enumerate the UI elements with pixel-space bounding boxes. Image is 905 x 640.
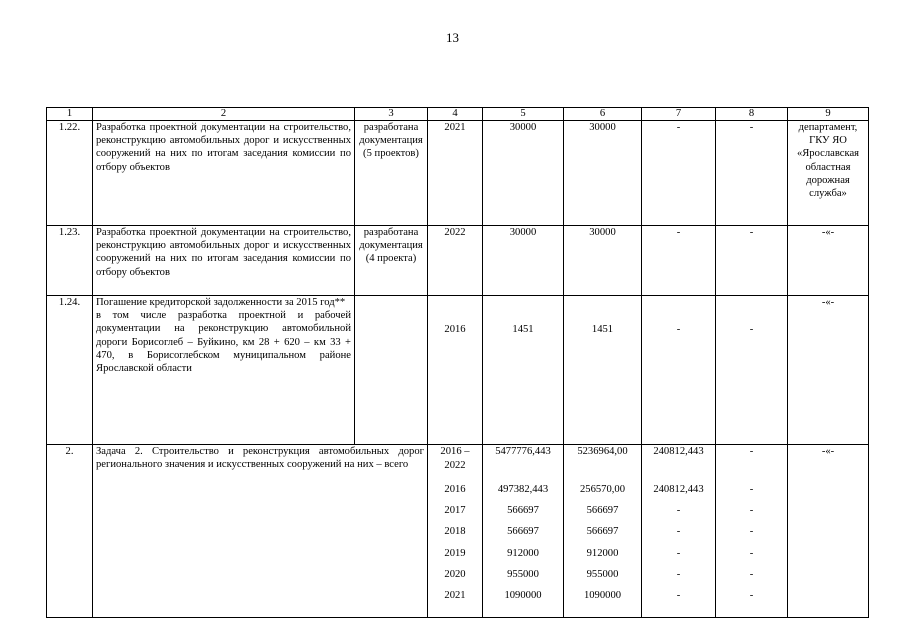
other-sources-cell: - bbox=[749, 505, 754, 517]
activity-name: Разработка проектной документации на строительство, реконструкцию автомобильных дорог и искусственных сооружений на них по итогам заседания комиссии по отбору объектов bbox=[93, 226, 355, 296]
activity-name-detail: в том числе разработка проектной и рабочей документации на реконструкцию автомобильной дороги Борисоглеб – Буйкино, км 28 + 620 – км 33 + 470, в Борисоглебском муниципальном районе Ярославской области bbox=[96, 310, 351, 375]
regional-budget-cell: 1090000 bbox=[583, 589, 622, 601]
other-sources-cell: - bbox=[749, 446, 754, 457]
program-activities-table bbox=[46, 107, 869, 618]
column-number-row bbox=[47, 108, 869, 121]
total-cell: 912000 bbox=[507, 547, 539, 559]
executor-cell: департамент, ГКУ ЯО «Ярославская областная дорожная служба» bbox=[788, 121, 869, 226]
federal-budget-cell: 240812,443 bbox=[653, 446, 704, 457]
regional-budget-cell: 955000 bbox=[586, 568, 619, 580]
column-number: 2 bbox=[93, 108, 355, 121]
regional-budget-cell: 256570,00 bbox=[579, 484, 626, 495]
year-cell: 2016 – 2022 bbox=[440, 446, 470, 471]
table-row bbox=[47, 121, 869, 226]
year-list bbox=[428, 445, 483, 618]
regional-budget-cell: 912000 bbox=[586, 547, 619, 559]
federal-budget-list bbox=[642, 445, 716, 618]
total-cell: 5477776,443 bbox=[495, 446, 551, 457]
row-number: 2. bbox=[47, 445, 93, 618]
year-cell: 2019 bbox=[444, 547, 466, 559]
other-sources-cell: - bbox=[716, 226, 788, 296]
column-number: 6 bbox=[564, 108, 642, 121]
federal-budget-cell: - bbox=[676, 568, 681, 580]
regional-budget-cell: 30000 bbox=[564, 226, 642, 296]
federal-budget-cell: - bbox=[642, 226, 716, 296]
executor-cell: -«- bbox=[788, 445, 869, 618]
total-cell: 1451 bbox=[483, 296, 564, 445]
column-number: 4 bbox=[428, 108, 483, 121]
activity-name: Разработка проектной документации на строительство, реконструкцию автомобильных дорог и искусственных сооружений на них по итогам заседания комиссии по отбору объектов bbox=[93, 121, 355, 226]
row-number: 1.24. bbox=[47, 296, 93, 445]
federal-budget-cell: - bbox=[642, 296, 716, 445]
other-sources-cell: - bbox=[749, 568, 754, 580]
table-row bbox=[47, 445, 869, 618]
year-cell: 2020 bbox=[444, 568, 466, 580]
regional-budget-cell: 566697 bbox=[586, 526, 619, 538]
total-cell: 566697 bbox=[507, 526, 539, 538]
executor-cell: -«- bbox=[788, 226, 869, 296]
page-number: 13 bbox=[446, 30, 459, 45]
row-number: 1.23. bbox=[47, 226, 93, 296]
total-cell: 566697 bbox=[507, 505, 539, 517]
column-number: 1 bbox=[47, 108, 93, 121]
year-cell: 2021 bbox=[428, 121, 483, 226]
other-sources-cell: - bbox=[749, 547, 754, 559]
column-number: 3 bbox=[355, 108, 428, 121]
federal-budget-cell: - bbox=[676, 526, 681, 538]
federal-budget-cell: - bbox=[676, 547, 681, 559]
regional-budget-cell: 1451 bbox=[564, 296, 642, 445]
year-cell: 2022 bbox=[428, 226, 483, 296]
year-cell: 2018 bbox=[444, 526, 466, 538]
federal-budget-cell: - bbox=[676, 505, 681, 517]
other-sources-cell: - bbox=[749, 484, 754, 495]
row-number: 1.22. bbox=[47, 121, 93, 226]
column-number: 9 bbox=[788, 108, 869, 121]
other-sources-cell: - bbox=[749, 589, 754, 601]
result-indicator: разработана документация (5 проектов) bbox=[355, 121, 428, 226]
column-number: 7 bbox=[642, 108, 716, 121]
total-cell: 30000 bbox=[483, 226, 564, 296]
federal-budget-cell: - bbox=[676, 589, 681, 601]
table-row bbox=[47, 296, 869, 445]
activity-name-main: Погашение кредиторской задолженности за 2015 год** bbox=[96, 297, 346, 308]
total-cell: 497382,443 bbox=[497, 484, 549, 495]
other-sources-cell: - bbox=[716, 296, 788, 445]
year-cell: 2016 bbox=[428, 296, 483, 445]
executor-cell: -«- bbox=[788, 296, 869, 445]
year-cell: 2021 bbox=[444, 589, 466, 601]
column-number: 8 bbox=[716, 108, 788, 121]
regional-budget-cell: 566697 bbox=[586, 505, 619, 517]
other-sources-cell: - bbox=[716, 121, 788, 226]
regional-budget-list bbox=[564, 445, 642, 618]
federal-budget-cell: 240812,443 bbox=[653, 484, 704, 495]
column-number: 5 bbox=[483, 108, 564, 121]
regional-budget-cell: 30000 bbox=[564, 121, 642, 226]
total-cell: 955000 bbox=[507, 568, 539, 580]
federal-budget-cell: - bbox=[642, 121, 716, 226]
task-name: Задача 2. Строительство и реконструкция автомобильных дорог регионального значения и искусственных сооружений на них – всего bbox=[93, 445, 428, 618]
other-sources-list bbox=[716, 445, 788, 618]
other-sources-cell: - bbox=[749, 526, 754, 538]
year-cell: 2017 bbox=[444, 505, 466, 517]
total-cell: 1090000 bbox=[504, 589, 542, 601]
total-list bbox=[483, 445, 564, 618]
year-cell: 2016 bbox=[444, 484, 466, 495]
table-row bbox=[47, 226, 869, 296]
result-indicator: разработана документация (4 проекта) bbox=[355, 226, 428, 296]
total-cell: 30000 bbox=[483, 121, 564, 226]
result-indicator bbox=[355, 296, 428, 445]
regional-budget-cell: 5236964,00 bbox=[577, 446, 628, 457]
activity-name bbox=[93, 296, 355, 445]
